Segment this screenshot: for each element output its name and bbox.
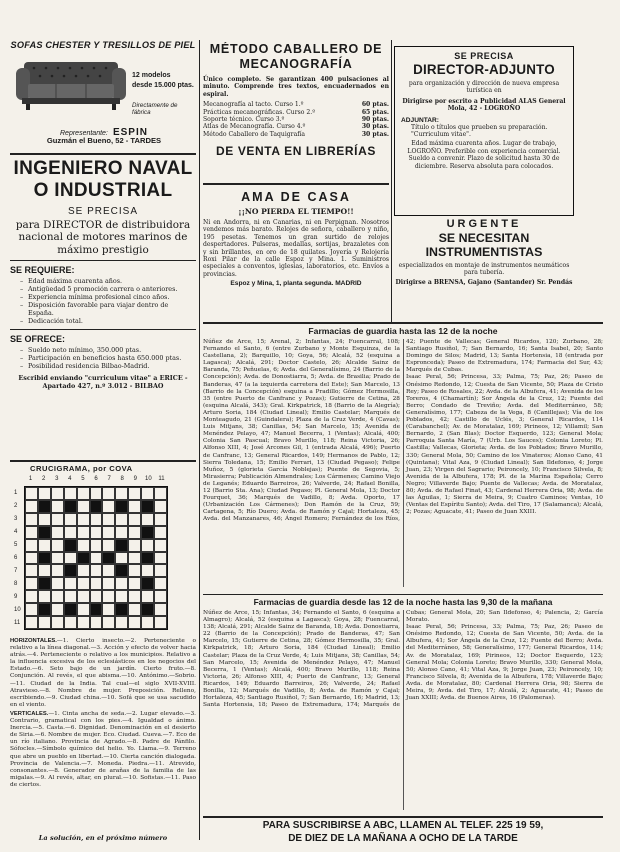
director-requirements: Edad máxima cuarenta años. Lugar de trabajo, LOGROÑO. Preferible con experiencia comercial. Sueldo a convenir. Plazo de solicitud hasta 30 de diciembre. Reserva absoluta para colocados. [407, 140, 561, 170]
crossword-cell [115, 487, 128, 500]
crossword-cell [64, 513, 77, 526]
crossword-cell [64, 577, 77, 590]
ingeniero-footer: Escribid enviando "curriculum vitae" a ERICE - Apartado 427, n.º 3.012 - BILBAO [18, 374, 188, 391]
crossword-cell [115, 590, 128, 603]
crossword-black-cell [141, 552, 154, 565]
list-item: – Dedicación total. [20, 317, 196, 325]
crossword-cell [154, 487, 167, 500]
sofa-ad [10, 40, 196, 148]
crossword-cell [128, 603, 141, 616]
horizontales-label: HORIZONTALES. [10, 638, 57, 644]
sofa-models: 12 modelos [132, 72, 171, 79]
list-item: "Curriculum vitae". [411, 131, 471, 139]
list-item: – Disposición favorable para viajar dentro de España. [20, 301, 196, 317]
horizontales-text: —1. Cierto insecto.—2. Perteneciente o relativo a la línea diagonal.—3. Acción y efecto de volver hacia atrás.—4. Perteneciente o relativo a los municipios. Relativo a la influencia excesiva de los eclesiásticos en los negocios del Estado.—6. Seto bajo de un jardín. Cierto fruto.—8. Conjunción. Al revés, el que abisma.—10. Antónimo.—Sobrio.—11. Ciudad de la India. Tal cual—el siglo XVII-XVIII. Atravieso.—8. Nombre de mujer. Preposición. Relleno, escribiendo.—9. Ciudad china.—10. Sofá que se usa sacudido en el viento. [10, 638, 196, 708]
crossword-cell [64, 590, 77, 603]
director-title: DIRECTOR-ADJUNTO [413, 62, 555, 77]
crossword-cell [64, 487, 77, 500]
crossword-cell [77, 564, 90, 577]
divider [203, 594, 603, 595]
column-divider [391, 40, 392, 322]
crossword-cell [90, 513, 103, 526]
ofrece-list [20, 346, 196, 370]
crossword-cell [128, 577, 141, 590]
crossword-black-cell [102, 552, 115, 565]
ama-address: Espoz y Mina, 1, planta segunda. MADRID [230, 280, 362, 288]
director-adjuntar-label: ADJUNTAR: [401, 116, 439, 124]
crossword-cell [128, 539, 141, 552]
list-item: Método Caballero de Taquigrafía 30 ptas. [203, 130, 389, 138]
footer-line2: DE DIEZ DE LA MAÑANA A OCHO DE LA TARDE [288, 833, 518, 844]
crossword-cell [154, 526, 167, 539]
column-divider [199, 40, 200, 840]
urgente-label: URGENTE [446, 218, 522, 230]
requiere-list [20, 277, 196, 325]
crossword-cell [38, 616, 51, 629]
crossword-cell [90, 539, 103, 552]
crossword-black-cell [90, 603, 103, 616]
crossword-cell [102, 590, 115, 603]
farmacias-dia [203, 326, 603, 592]
crossword-grid [24, 486, 168, 630]
crossword-cell [102, 616, 115, 629]
crossword-cell [51, 564, 64, 577]
list-item: Mecanografía al tacto. Curso 1.º 60 ptas. [203, 101, 389, 109]
crossword-cell [25, 616, 38, 629]
urgente-contact: Dirigirse a BRENSA, Gajano (Santander) Sr. Pendás [395, 278, 573, 286]
crossword-cell [51, 603, 64, 616]
crossword-cell [38, 590, 51, 603]
crossword-cell [115, 526, 128, 539]
farmacias-noche-list-a: Núñez de Arce, 15; Infantas, 34; Fernando el Santo, 6 (esquina a Almagro); Alcalá, 52 (esquina a Lagasca); Goya, 28; Fuencarral, 138; Alcalá, 291; Alcalde Sainz de Baranda, 18; Avda. Donostiarra, 22 (Barrio de la Concepción); Prado de Banderas, 47; San Marcelo, 15; Gutierre de Cetina, 28; Gómez Hermosilla, 35; Gral. Kirkpatrick, 18; Arturo Soria, 184 (Ciudad Lineal); Emilio Castelar; Plaza de la Cruz Verde, 4; Luis Mitjans, 38; Canillas, 54; San Marcelo, 15; Avenida de Menéndez Pelayo, 47; Manuel Becerra, 1 (Ventas); Alcalá, 400; Bravo Murillo, 118; Reina Victoria, 26; Alfonso XIII, 4; Puerto de Canfranc, 13; General Ricardos, 149; Eduardo Barreiros, 26; Valverde, 24; Rafael Bonilla, 12; Marqués de Vadillo, 8; Avda. de Ramón y Cajal; Hortaleza, 45; Santiago Rusiñol, 7; San Bernardo, 16; Madrid, 13; Santa Hortensia, 18; Paseo de Extremadura, 174; Marqués de Cubas; General Mola, 20; San Ildefonso, 4; Palencia, 2; García Morato. [203, 610, 603, 709]
crossword-cell [102, 513, 115, 526]
crossword-cell [141, 487, 154, 500]
list-item: – Participación en beneficios hasta 650.000 ptas. [20, 354, 196, 362]
footer-line1: PARA SUSCRIBIRSE A ABC, LLAMEN AL TELEF. 225 19 59, [262, 820, 544, 831]
crossword-cell [102, 539, 115, 552]
crossword-cell [128, 552, 141, 565]
ofrece-heading: SE OFRECE: [10, 334, 66, 345]
list-item: Atlas de Mecanografía. Curso 4.º 30 ptas. [203, 123, 389, 131]
crossword-cell [25, 603, 38, 616]
crossword-cell [38, 539, 51, 552]
director-adjunto-ad [394, 46, 574, 216]
crossword-cell [77, 603, 90, 616]
crossword-cell [128, 564, 141, 577]
crossword-cell [77, 590, 90, 603]
crossword-cell [154, 539, 167, 552]
crossword-cell [128, 487, 141, 500]
list-item: – Experiencia mínima profesional cinco años. [20, 293, 196, 301]
crossword-cell [77, 513, 90, 526]
divider [203, 322, 603, 324]
director-se-precisa: SE PRECISA [454, 51, 514, 61]
crossword-cell [25, 577, 38, 590]
crossword-col-numbers: 1 2 3 4 5 6 7 8 9 10 11 [28, 476, 165, 482]
list-item: Prácticas mecanográficas. Curso 2.º 65 ptas. [203, 108, 389, 116]
sofa-heading: SOFAS CHESTER Y TRESILLOS DE PIEL [10, 40, 196, 50]
farmacias-noche [203, 597, 603, 815]
farmacias-noche-title: Farmacias de guardia desde las 12 de la noche hasta las 9,30 de la mañana [253, 597, 553, 607]
crossword-black-cell [141, 603, 154, 616]
crossword-cell [90, 526, 103, 539]
list-item: Título o títulos que prueben su preparación. [411, 123, 548, 131]
sofa-rep-label: Representante: [60, 130, 108, 137]
crossword-black-cell [90, 500, 103, 513]
crossword-cell [141, 616, 154, 629]
crossword-cell [77, 616, 90, 629]
crossword-cell [25, 539, 38, 552]
crossword-cell [102, 500, 115, 513]
crossword-cell [128, 513, 141, 526]
crossword-cell [115, 552, 128, 565]
list-item: – Edad máxima cuarenta años. [20, 277, 196, 285]
sofa-address: Guzmán el Bueno, 52 - TARDES [46, 136, 162, 145]
crossword-cell [141, 513, 154, 526]
crossword-cell [51, 513, 64, 526]
crossword-cell [90, 616, 103, 629]
crossword-cell [128, 616, 141, 629]
ama-body: Ni en Andorra, ni en Canarias, ni en Perpignan. Nosotros vendemos más barato. Relojes de señora, caballero y niño, 195 pesetas. Tenemos un gran surtido de relojes despertadores. Pulseras, medallas, sortijas, brazaletes con y sin brillantes, en oro de 18 quilates. Joyería y Relojería Roxi Pilar de la calle Espoz y Mina. 1. Suministros especiales a conventos, iglesias, laboratorios, etc. Envíos a provincias. [203, 219, 389, 278]
divider [10, 153, 196, 155]
crossword-cell [64, 526, 77, 539]
list-item: Soporte técnico. Curso 3.º 90 ptas. [203, 116, 389, 124]
list-item: – Posibilidad residencia Bilbao-Madrid. [20, 362, 196, 370]
mecanografia-title: MÉTODO CABALLERO DE MECANOGRAFÍA [209, 42, 383, 71]
mecanografia-footer: DE VENTA EN LIBRERÍAS [216, 144, 376, 159]
crossword-solution-note: La solución, en el próximo número [38, 834, 168, 842]
crossword-cell [154, 616, 167, 629]
crossword-cell [115, 513, 128, 526]
ingeniero-desc: para DIRECTOR de distribuidora nacional de motores marinos de máximo prestigio [15, 219, 191, 256]
crossword-black-cell [64, 603, 77, 616]
crossword-cell [154, 500, 167, 513]
crossword-cell [25, 500, 38, 513]
crossword-cell [25, 564, 38, 577]
mecanografia-ad [203, 42, 389, 180]
crossword-black-cell [115, 564, 128, 577]
divider [10, 460, 196, 462]
crossword-cell [90, 552, 103, 565]
crossword-cell [25, 487, 38, 500]
divider [203, 816, 603, 818]
crossword-clues [10, 638, 196, 834]
farmacias-dia-list-a: Núñez de Arce, 15; Arenal, 2; Infantas, 24; Fuencarral, 108; Fernando el Santo, 6 (entre Zurbano y Monte Esquinza, de la Castellana, 2); Barquillo, 10; Goya, 56; Alcalá, 52 (esquina a Lagasca); Alcalá, 291; Doctor Castelo, 26; Alcalde Sainz de Baranda, 75; Peñuelas, 6; Avda. del Generalísimo, 24 (Barrio de la Concepción); Avda. de Donostiarra, 5; Avda. de Brasilia; Prado de Banderas, 47 (a la izquierda carretera del Este); San Marcelo, 13 (Barrio de la Concepción) esquina a Pradillo; Gómez Hermosilla, 35 (entre Puerto de Canfranc y Pozas); Gutierre de Cetina, 28 (esquina Alcalá, 343); Gral. Kirkpatrick, 18 (Barrio de la Alegría); Arturo Soria, 184 (Ciudad Lineal); Emilio Castelar; Marqués de Monteagudo, 21 (Guindalera); Plaza de la Cruz Verde, 4 (Cavas); Luis Mitjans, 38; Canillas, 54; San Marcelo, 15; Avenida de Menéndez Pelayo, 47; Manuel Becerra, 1 (Ventas); Alcalá, 400; Colonia San Pascual; Bravo Murillo, 118; Reina Victoria, 26; Alfonso XIII, 4; José Arcones Gil, 1 (entrada Alcalá, 496); Puerto de Canfranc, 13; General Ricardos, 149; Hermanos de Pablo, 12; Sierra Toledana, 15; Emilio Ferrari, 13 (Ciudad Pegaso); Felipe Muñoz, 5 (glorieta García Noblejas); Puente de Segovia, 5; Mirasierra; Publicación Almendrales; Los Cármenes; Camino Viejo de Leganés; Eduardo Barreiros, 26; Valverde, 24; Rafael Bonilla, 12 (Barrio Sta. Ana); Ciudad Pegaso; Pl. General Mola, 13; Doctor Fourquet, 36; Marqués de Vadillo, 8; Avda. Oporto, 17 (Urbanización Los Cármenes); Don Ramón de la Cruz, 59; Cartagena, 5; Río Duero; Avda. de Ramón y Cajal; Hortaleza, 45; Avda. del Manzanares, 46; Ángel Romero; Fernández de los Ríos, 42; Puente de Vallecas; General Ricardos, 120; Zurbano, 28; Santiago Rusiñol, 7; San Bernardo, 16; Santa Isabel, 20; Santo Domingo de Silos; Madrid, 13; Santa Hortensia, 18 (entrada por Espronceda); Paseo de Extremadura, 174; Farmacia del Sur, 43; Marqués de Cubas. [203, 339, 603, 523]
divider [203, 183, 389, 185]
verticales-label: VERTICALES. [10, 710, 49, 717]
requiere-heading: SE REQUIERE: [10, 265, 75, 276]
verticales-text: —1. Cinta ancha de seda.—2. Lugar elevado.—3. Contrario, gramatical con los pies.—4. Igualdad o ánimo. Inercia.—5. Casta.—6. Dignidad. Denominación en el desierto de Siria.—6. Nombre de mujer. Eco. Ciudad. Cueva.—7. Eco de un río italiano. Provincia de Agrado.—8. Padre de Pánfilo. Sófocles.—Símbolo químico del helio. Yo. Llama.—9. Terreno que abre un pueblo en libertad.—10. Cierta canción dialogada. Provincia de Valencia.—7. Moneda. Piedra.—11. Atrevido, consonantes.—8. Generador de arañas de la familia de las migalas.—9. Al revés, altar, en plural.—10. Sofistas.—11. Paso de ciertos. [10, 710, 196, 788]
crossword-cell [141, 539, 154, 552]
urgente-desc: especializados en montaje de instrumentos neumáticos para tubería. [398, 262, 570, 277]
divider [10, 329, 196, 330]
crossword-cell [115, 577, 128, 590]
urgente-ad [394, 216, 574, 320]
crossword-cell [25, 590, 38, 603]
crossword-black-cell [141, 577, 154, 590]
crossword-title: CRUCIGRAMA, por COVA [30, 464, 133, 473]
divider [10, 260, 196, 261]
crossword-cell [38, 487, 51, 500]
crossword-cell [64, 552, 77, 565]
crossword-cell [25, 552, 38, 565]
director-desc: para organización y dirección de nueva empresa turística en [408, 80, 560, 95]
ama-subtitle: ¡¡NO PIERDA EL TIEMPO!! [238, 207, 354, 216]
crossword-cell [90, 487, 103, 500]
crossword-cell [128, 500, 141, 513]
director-contact: Dirigirse por escrito a Publicidad ALAS General Mola, 42 - LOGROÑO [402, 97, 566, 113]
crossword-cell [90, 577, 103, 590]
sofa-price: desde 15.000 ptas. [132, 82, 194, 89]
crossword-cell [51, 500, 64, 513]
farmacias-dia-title: Farmacias de guardia hasta las 12 de la noche [308, 326, 498, 336]
crossword-cell [25, 526, 38, 539]
farmacias-dia-list-b: Isaac Peral, 56; Princesa, 33; Palma, 75; Paz, 26; Paseo de Onésimo Redondo, 12; Cuesta de San Vicente, 50; Plaza de Cristo Rey; Paseo de Rosales, 22; Avda. de la Albufera, 41; Avenida de los Toreros, 4 (Chamartín); Sor Ángela de la Cruz, 12; Fuente del Berro; Condado de Treviño; Avda. del Mediterráneo, 58; Generalísimo, 177; Cabeza de la Vega, 8 (Canillejas); Vía de los Poblados, 42; Castillo de Uclés, 3; General Ricardos, 114 (Carabanchel); Av. de Moratalaz, 169; Pirineos, 12; Villamil; San Bernardo, 2 (San Blas); Doctor Esquerdo, 123; General Mola; Parroquia Santa María, 7 (Urb. Los Sauces); Colonia Loreto; Pl. Castilla; Vallecas, Glorieta; Avda. de los Poblados; Bravo Murillo, 330; General Mola, 50; Camino de los Vinateros; Alonso Cano, 41 (Quintana); Vital Aza, 9 (Ciudad Lineal); San Ildefonso, 4; Jorge Juan, 23; Virgen del Sagrario; Peironcely, 10; Francisco Silvela, 8; Avenida de la Albufera, 178; Pl. de la Marina Española; Cerro Negro; Villaverde Bajo; Puente de Vallecas; Avda. de Moratalaz, 80; Avda. de Rafael Finat, 43; Cardenal Herrera Oria, 98; Avda. de las Águilas, 1; Sierra de Meira, 9; Cuatro Caminos; Ventas, 10 (Ventas del Espíritu Santo); Avda. del Tiro, 17 (Salamanca); Alcalá, 2; Pozas; Aguacate, 41; Paseo de Juan XXIII. [406, 374, 603, 516]
urgente-title: SE NECESITAN INSTRUMENTISTAS [425, 231, 543, 259]
crossword-cell [51, 577, 64, 590]
list-item: – Antigüedad 5 promoción carrera o anteriores. [20, 285, 196, 293]
crossword-cell [38, 564, 51, 577]
crossword-cell [51, 526, 64, 539]
crossword-cell [64, 616, 77, 629]
ama-title: AMA DE CASA [241, 190, 351, 204]
crossword-cell [38, 513, 51, 526]
sofa-illustration [16, 54, 126, 112]
mecanografia-price-list [203, 101, 389, 138]
crossword-cell [77, 526, 90, 539]
farmacias-noche-list-b: Isaac Peral, 56; Princesa, 33; Palma, 75; Paz, 26; Paseo de Onésimo Redondo, 12; Cuesta de San Vicente, 50; Avda. de la Albufera, 41; Sor Ángela de la Cruz, 12; Fuente del Berro; Avda. del Mediterráneo, 58; Generalísimo, 177; General Ricardos, 114; Av. de Moratalaz, 169; Pirineos, 12; Doctor Esquerdo, 123; General Mola; Colonia Loreto; Bravo Murillo, 330; General Mola, 50; Alonso Cano, 41; Vital Aza, 9; Jorge Juan, 23; Peironcely, 10; Francisco Silvela, 8; Avenida de la Albufera, 178; Villaverde Bajo; Avda. de Moratalaz, 80; Cardenal Herrera Oria, 98; Sierra de Meira, 9; Avda. del Tiro, 17; Alcalá, 2; Aguacate, 41; Paseo de Juan XXIII; Avda. de Buenos Aires, 16 (Palomeras). [406, 624, 603, 702]
list-item: – Sueldo neto mínimo, 350.000 ptas. [20, 346, 196, 354]
crossword-cell [77, 539, 90, 552]
crossword-cell [77, 500, 90, 513]
ama-de-casa-ad [203, 190, 389, 322]
ingeniero-ad [10, 158, 196, 460]
crossword-cell [154, 603, 167, 616]
crossword-black-cell [38, 500, 51, 513]
sofa-rep-name: ESPIN [112, 127, 148, 138]
mecanografia-intro: Único completo. Se garantizan 400 pulsaciones al minuto. Comprende tres textos, encuadernados en espiral. [203, 76, 389, 98]
crossword-cell [128, 526, 141, 539]
crossword-black-cell [141, 500, 154, 513]
crossword-cell [102, 487, 115, 500]
crossword-black-cell [64, 500, 77, 513]
crossword-black-cell [64, 564, 77, 577]
crossword-cell [102, 577, 115, 590]
crossword-cell [141, 590, 154, 603]
crossword-black-cell [77, 552, 90, 565]
crossword-black-cell [38, 603, 51, 616]
crossword-cell [77, 487, 90, 500]
crossword-cell [141, 564, 154, 577]
crossword-cell [154, 590, 167, 603]
crossword-black-cell [115, 539, 128, 552]
crossword-cell [51, 590, 64, 603]
crossword-cell [51, 616, 64, 629]
crossword-cell [154, 564, 167, 577]
crossword-cell [102, 526, 115, 539]
crossword-cell [115, 616, 128, 629]
crossword-cell [90, 590, 103, 603]
crossword-black-cell [38, 552, 51, 565]
crossword-cell [90, 564, 103, 577]
crossword-cell [51, 539, 64, 552]
crossword-black-cell [38, 526, 51, 539]
crossword-cell [154, 513, 167, 526]
crossword-cell [102, 564, 115, 577]
crossword-cell [77, 577, 90, 590]
crossword-black-cell [115, 500, 128, 513]
ingeniero-se-precisa: SE PRECISA [67, 206, 139, 217]
crossword-black-cell [141, 526, 154, 539]
crossword-cell [128, 590, 141, 603]
crossword-row-numbers: 1 2 3 4 5 6 7 8 9 10 11 [14, 489, 21, 627]
crossword-black-cell [38, 577, 51, 590]
crossword-black-cell [64, 539, 77, 552]
ingeniero-title: INGENIERO NAVAL O INDUSTRIAL [13, 158, 193, 201]
sofa-direct: Directamente de fábrica [132, 102, 178, 117]
crossword-black-cell [115, 603, 128, 616]
crossword-cell [51, 487, 64, 500]
crossword-cell [102, 603, 115, 616]
crossword-cell [154, 577, 167, 590]
crossword-cell [51, 552, 64, 565]
crossword-cell [25, 513, 38, 526]
crossword-cell [154, 552, 167, 565]
